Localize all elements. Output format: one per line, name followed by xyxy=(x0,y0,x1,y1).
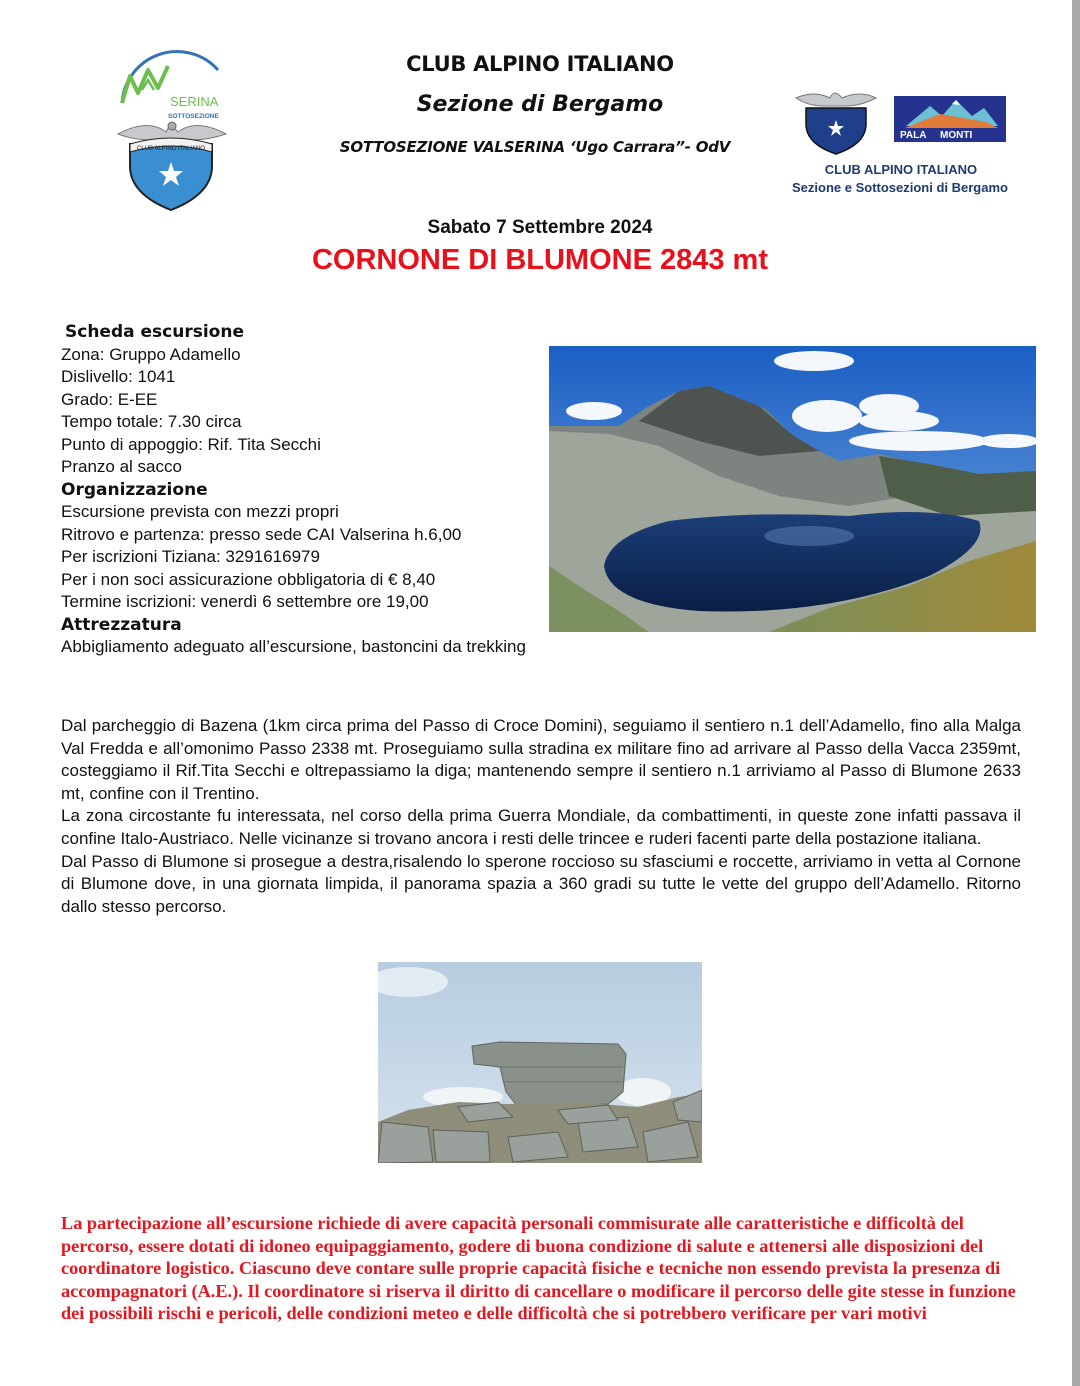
boulder-photo xyxy=(378,962,702,1163)
scheda-heading: Scheda escursione xyxy=(65,322,244,342)
organizzazione-row: Ritrovo e partenza: presso sede CAI Valserina h.6,00 xyxy=(61,524,462,544)
scheda-row: Grado: E-EE xyxy=(61,389,158,409)
page-edge-scrollbar[interactable] xyxy=(1072,0,1080,1386)
section-title: Sezione di Bergamo xyxy=(416,92,664,117)
svg-text:PALA: PALA xyxy=(900,130,927,141)
svg-text:MONTI: MONTI xyxy=(940,130,973,141)
organizzazione-heading: Organizzazione xyxy=(61,479,208,500)
description-paragraph: Dal Passo di Blumone si prosegue a destra,risalendo lo sperone roccioso su sfasciumi e roccette, arriviamo in vetta al Cornone di Blumone dove, in una giornata limpida, il panorama spazia a 360 gradi su tutte le vette del gruppo dell’Adamello. Ritorno dallo stesso percorso. xyxy=(61,851,1021,916)
lake-photo xyxy=(549,346,1036,632)
org-title: CLUB ALPINO ITALIANO xyxy=(406,52,674,76)
scheda-row: Tempo totale: 7.30 circa xyxy=(61,412,242,431)
event-date: Sabato 7 Settembre 2024 xyxy=(427,217,653,238)
right-logo-caption-2: Sezione e Sottosezioni di Bergamo xyxy=(792,180,1008,195)
organizzazione-row: Per iscrizioni Tiziana: 3291616979 xyxy=(61,547,320,566)
svg-text:SOTTOSEZIONE: SOTTOSEZIONE xyxy=(168,113,219,120)
event-title: CORNONE DI BLUMONE 2843 mt xyxy=(311,244,768,276)
organizzazione-row: Escursione prevista con mezzi propri xyxy=(61,502,339,521)
organizzazione-row: Per i non soci assicurazione obbligatoria di € 8,40 xyxy=(61,569,436,589)
description-paragraph: Dal parcheggio di Bazena (1km circa prima del Passo di Croce Domini), seguiamo il sentiero n.1 dell’Adamello, fino alla Malga Val Fredda e all’omonimo Passo 2338 mt. Proseguiamo sulla stradina ex militare fino ad arrivare al Passo della Vacca 2359mt, costeggiamo il Rif.Tita Secchi e oltrepassiamo la diga; mantenendo sempre il sentiero n.1 arriviamo al Passo di Blumone 2633 mt, confine con il Trentino. xyxy=(61,716,1021,803)
info-block xyxy=(61,321,551,659)
scheda-row: Zona: Gruppo Adamello xyxy=(61,344,241,364)
valserina-cai-logo xyxy=(108,48,234,214)
svg-text:CLUB ALPINO ITALIANO: CLUB ALPINO ITALIANO xyxy=(137,146,205,152)
subsection-title: SOTTOSEZIONE VALSERINA ‘Ugo Carrara”- OdV xyxy=(339,138,731,156)
organizzazione-row: Termine iscrizioni: venerdì 6 settembre ore 19,00 xyxy=(61,592,429,611)
scheda-row: Dislivello: 1041 xyxy=(61,367,176,386)
svg-text:SERINA: SERINA xyxy=(170,94,219,109)
scheda-row: Punto di appoggio: Rif. Tita Secchi xyxy=(61,434,321,454)
right-logo-caption-1: CLUB ALPINO ITALIANO xyxy=(824,162,978,177)
route-description xyxy=(61,715,1021,918)
scheda-row: Pranzo al sacco xyxy=(61,457,182,476)
participation-warning: La partecipazione all’escursione richiede di avere capacità personali commisurate alle caratteristiche e difficoltà del percorso, essere dotati di idoneo equipaggiamento, godere di buona condizione di salute e attenersi alle disposizioni del coordinatore logistico. Ciascuno deve contare sulle proprie capacità fisiche e tecniche non essendo prevista la presenza di accompagnatori (A.E.). Il coordinatore si riserva il diritto di cancellare o modificare il percorso delle gite stesse in funzione dei possibili rischi e pericoli, delle condizioni meteo e delle difficoltà che si potrebbero verificare per vari motivi xyxy=(61,1213,1016,1324)
attrezzatura-row: Abbigliamento adeguato all’escursione, bastoncini da trekking xyxy=(61,637,526,656)
attrezzatura-heading: Attrezzatura xyxy=(61,614,182,635)
description-paragraph: La zona circostante fu interessata, nel corso della prima Guerra Mondiale, da combattimenti, in queste zone infatti passava il confine Italo-Austriaco. Nelle vicinanze si trovano ancora i resti delle trincee e ruderi facenti parte della postazione italiana. xyxy=(61,806,1021,848)
